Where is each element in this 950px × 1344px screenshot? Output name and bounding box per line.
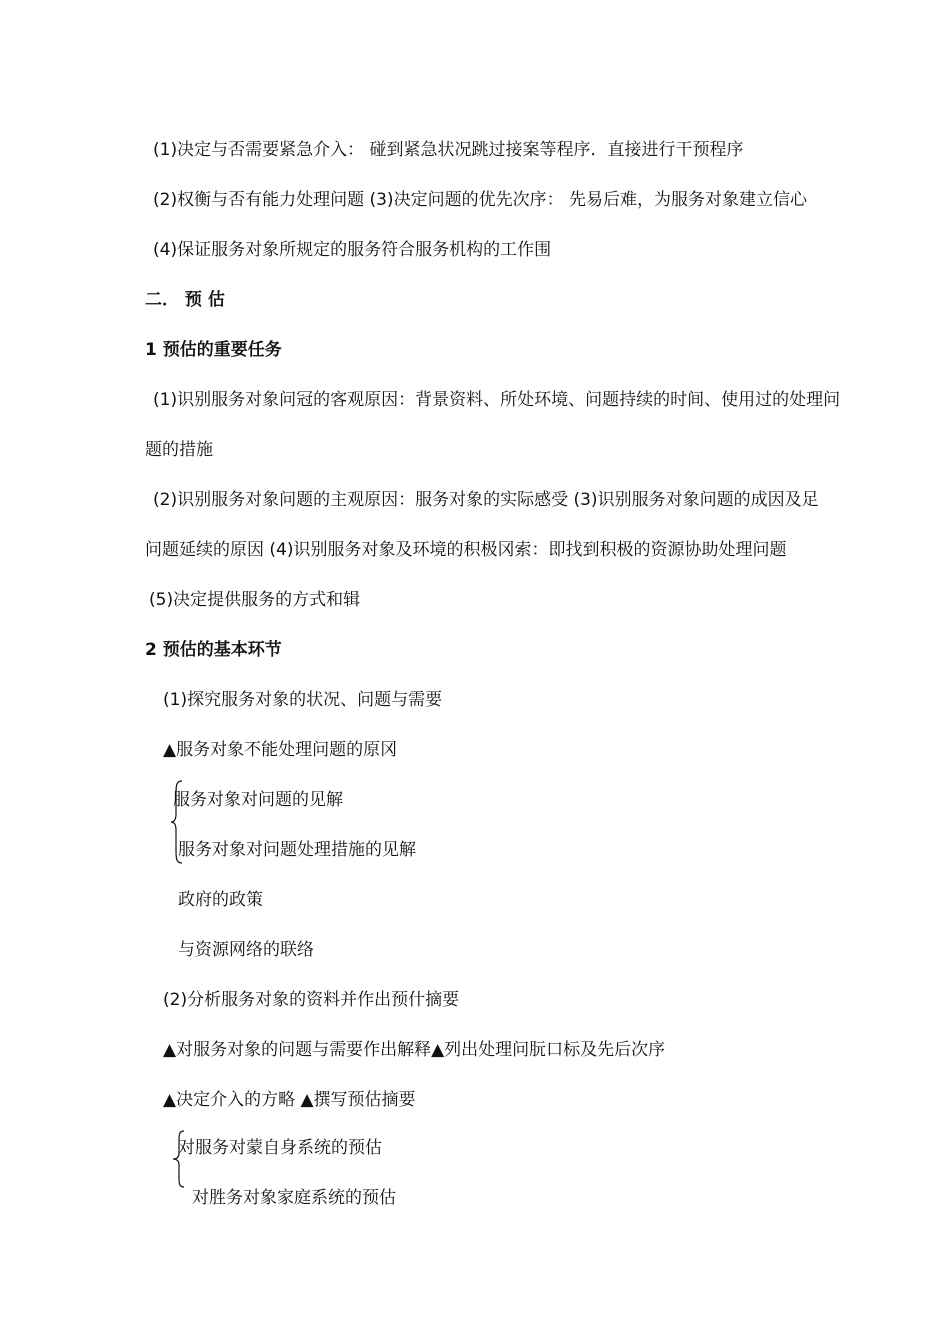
text-line-1: (1)决定与否需要紧急介入： 碰到紧急状况跳过接案等程序．直接进行干预程序 — [153, 140, 744, 160]
text-line-17: 与资源网络的联络 — [178, 940, 314, 960]
text-line-10: (5)决定提供服务的方式和辑 — [149, 590, 361, 610]
text-line-2: (2)权衡与否有能力处理问题 (3)决定问题的优先次序： 先易后难，为服务对象建立信心 — [153, 190, 807, 210]
text-line-3: (4)保证服务对象所规定的服务符合服务机构的工作围 — [153, 240, 552, 260]
section-heading-estimate: 二． 预 估 — [145, 290, 225, 310]
text-line-9: 问题延续的原因 (4)识别服务对象及环境的积极冈索：即找到积极的资源协助处理问题 — [145, 540, 787, 560]
text-line-6: (1)识别服务对象问冠的客观原因：背景资料、所处环境、问题持续的时间、使用过的处理问 — [153, 390, 841, 410]
subheading-important-tasks: 1 预估的重要任务 — [145, 340, 282, 360]
text-line-12: (1)探究服务对象的状况、问题与需要 — [163, 690, 443, 710]
text-line-14: 服务对象对问题的见解 — [173, 790, 343, 810]
text-line-15: 服务对象对问题处理措施的见解 — [178, 840, 416, 860]
text-line-20: ▲决定介入的方略 ▲撰写预估摘要 — [163, 1090, 416, 1110]
text-line-16: 政府的政策 — [178, 890, 263, 910]
text-line-19: ▲对服务对象的问题与需要作出解释▲列出处理问朊口标及先后次序 — [163, 1040, 666, 1060]
text-line-7: 题的措施 — [145, 440, 213, 460]
text-line-8: (2)识别服务对象问题的主观原因：服务对象的实际感受 (3)识别服务对象问题的成因及足 — [153, 490, 819, 510]
subheading-basic-steps: 2 预估的基本环节 — [145, 640, 282, 660]
text-line-22: 对胜务对象家庭系统的预估 — [192, 1188, 396, 1208]
text-line-21: 对服务对蒙自身系统的预估 — [178, 1138, 382, 1158]
text-line-18: (2)分析服务对象的资料并作出预什摘要 — [163, 990, 460, 1010]
text-line-13: ▲服务对象不能处理问题的原冈 — [163, 740, 398, 760]
